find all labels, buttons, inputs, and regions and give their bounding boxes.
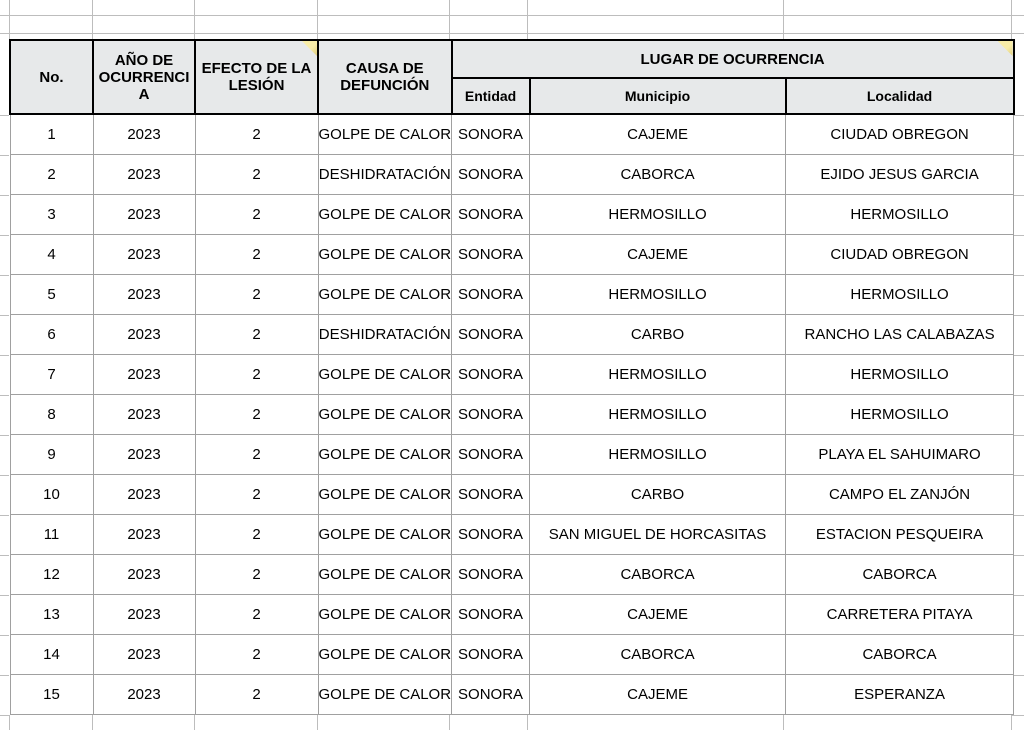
table-row: [10, 595, 1014, 635]
cell-year[interactable]: 2023: [93, 395, 195, 435]
cell-effect-lesion[interactable]: 2: [195, 675, 318, 715]
cell-no[interactable]: 2: [10, 155, 93, 195]
cell-localidad[interactable]: HERMOSILLO: [786, 195, 1014, 235]
gridline: [1011, 0, 1012, 39]
table-row: [10, 555, 1014, 595]
header-place-group-label: LUGAR DE OCURRENCIA: [640, 50, 825, 68]
gridline: [0, 33, 1024, 34]
cell-localidad[interactable]: CARRETERA PITAYA: [786, 595, 1014, 635]
cell-localidad[interactable]: PLAYA EL SAHUIMARO: [786, 435, 1014, 475]
cell-entidad[interactable]: SONORA: [452, 195, 530, 235]
header-year-line2: OCURRENCI: [98, 68, 190, 86]
gridline: [0, 355, 9, 356]
gridline: [0, 195, 9, 196]
cell-entidad[interactable]: SONORA: [452, 515, 530, 555]
table-row: [10, 195, 1014, 235]
table-body: [10, 114, 1014, 715]
header-entidad[interactable]: Entidad: [452, 78, 530, 114]
gridline: [317, 715, 318, 730]
table-row: [10, 395, 1014, 435]
gridline: [527, 715, 528, 730]
cell-cause[interactable]: GOLPE DE CALOR: [318, 114, 452, 155]
cell-municipio[interactable]: HERMOSILLO: [530, 275, 786, 315]
table-row: [10, 635, 1014, 675]
cell-cause[interactable]: DESHIDRATACIÓN: [318, 315, 452, 355]
gridline: [0, 715, 9, 716]
gridline: [0, 275, 9, 276]
cell-effect-lesion[interactable]: 2: [195, 275, 318, 315]
gridline: [317, 0, 318, 39]
cell-entidad[interactable]: SONORA: [452, 155, 530, 195]
gridline: [0, 475, 9, 476]
cell-municipio[interactable]: HERMOSILLO: [530, 195, 786, 235]
cell-localidad[interactable]: CIUDAD OBREGON: [786, 235, 1014, 275]
cell-entidad[interactable]: SONORA: [452, 675, 530, 715]
header-cause-line1: CAUSA DE: [345, 60, 424, 77]
cell-cause[interactable]: GOLPE DE CALOR: [318, 675, 452, 715]
gridline: [1011, 715, 1024, 716]
cell-effect-lesion[interactable]: 2: [195, 114, 318, 155]
cell-year[interactable]: 2023: [93, 355, 195, 395]
gridline: [0, 115, 9, 116]
gridline: [0, 395, 9, 396]
cell-year[interactable]: 2023: [93, 315, 195, 355]
header-cause[interactable]: [318, 40, 452, 114]
cell-effect-lesion[interactable]: 2: [195, 635, 318, 675]
cell-year[interactable]: 2023: [93, 195, 195, 235]
gridline: [0, 155, 9, 156]
gridline: [92, 0, 93, 39]
cell-no[interactable]: 1: [10, 114, 93, 155]
cell-effect-lesion[interactable]: 2: [195, 595, 318, 635]
cell-no[interactable]: 15: [10, 675, 93, 715]
gridline: [783, 715, 784, 730]
cell-cause[interactable]: GOLPE DE CALOR: [318, 395, 452, 435]
table-row: [10, 114, 1014, 155]
gridline: [0, 15, 1024, 16]
gridline: [449, 0, 450, 39]
cell-entidad[interactable]: SONORA: [452, 355, 530, 395]
deaths-table: [9, 39, 1015, 715]
cell-entidad[interactable]: SONORA: [452, 475, 530, 515]
cell-year[interactable]: 2023: [93, 235, 195, 275]
cell-cause[interactable]: GOLPE DE CALOR: [318, 635, 452, 675]
cell-entidad[interactable]: SONORA: [452, 275, 530, 315]
gridline: [0, 315, 9, 316]
cell-localidad[interactable]: ESPERANZA: [786, 675, 1014, 715]
cell-localidad[interactable]: HERMOSILLO: [786, 355, 1014, 395]
header-localidad[interactable]: Localidad: [786, 78, 1014, 114]
cell-effect-lesion[interactable]: 2: [195, 395, 318, 435]
cell-municipio[interactable]: CABORCA: [530, 635, 786, 675]
table-row: [10, 275, 1014, 315]
header-effect-line2: LESIÓN: [228, 77, 285, 94]
cell-localidad[interactable]: RANCHO LAS CALABAZAS: [786, 315, 1014, 355]
cell-effect-lesion[interactable]: 2: [195, 515, 318, 555]
gridline: [92, 715, 93, 730]
cell-no[interactable]: 9: [10, 435, 93, 475]
cell-localidad[interactable]: HERMOSILLO: [786, 275, 1014, 315]
table-row: [10, 515, 1014, 555]
cell-municipio[interactable]: CARBO: [530, 475, 786, 515]
cell-effect-lesion[interactable]: 2: [195, 435, 318, 475]
cell-municipio[interactable]: CARBO: [530, 315, 786, 355]
cell-year[interactable]: 2023: [93, 555, 195, 595]
cell-localidad[interactable]: CAMPO EL ZANJÓN: [786, 475, 1014, 515]
cell-no[interactable]: 11: [10, 515, 93, 555]
header-municipio[interactable]: Municipio: [530, 78, 786, 114]
table-row: [10, 355, 1014, 395]
cell-effect-lesion[interactable]: 2: [195, 315, 318, 355]
cell-municipio[interactable]: HERMOSILLO: [530, 355, 786, 395]
cell-cause[interactable]: GOLPE DE CALOR: [318, 235, 452, 275]
cell-no[interactable]: 3: [10, 195, 93, 235]
gridline: [194, 715, 195, 730]
cell-no[interactable]: 4: [10, 235, 93, 275]
cell-localidad[interactable]: ESTACION PESQUEIRA: [786, 515, 1014, 555]
gridline: [0, 515, 9, 516]
cell-municipio[interactable]: CAJEME: [530, 595, 786, 635]
cell-municipio[interactable]: CAJEME: [530, 114, 786, 155]
cell-year[interactable]: 2023: [93, 515, 195, 555]
gridline: [9, 715, 10, 730]
cell-no[interactable]: 7: [10, 355, 93, 395]
cell-no[interactable]: 5: [10, 275, 93, 315]
gridline: [783, 0, 784, 39]
cell-year[interactable]: 2023: [93, 595, 195, 635]
cell-no[interactable]: 12: [10, 555, 93, 595]
cell-municipio[interactable]: CABORCA: [530, 155, 786, 195]
gridline: [0, 635, 9, 636]
gridline: [1011, 715, 1012, 730]
cell-localidad[interactable]: HERMOSILLO: [786, 395, 1014, 435]
cell-municipio[interactable]: CAJEME: [530, 675, 786, 715]
cell-year[interactable]: 2023: [93, 675, 195, 715]
cell-entidad[interactable]: SONORA: [452, 555, 530, 595]
gridline: [0, 435, 9, 436]
header-cause-line2: DEFUNCIÓN: [340, 77, 430, 94]
gridline: [0, 555, 9, 556]
cell-entidad[interactable]: SONORA: [452, 235, 530, 275]
cell-year[interactable]: 2023: [93, 155, 195, 195]
table-row: [10, 155, 1014, 195]
cell-cause[interactable]: GOLPE DE CALOR: [318, 555, 452, 595]
cell-entidad[interactable]: SONORA: [452, 595, 530, 635]
gridline: [9, 0, 10, 39]
gridline: [527, 0, 528, 39]
cell-cause[interactable]: GOLPE DE CALOR: [318, 475, 452, 515]
gridline: [0, 675, 9, 676]
cell-entidad[interactable]: SONORA: [452, 315, 530, 355]
cell-cause[interactable]: GOLPE DE CALOR: [318, 275, 452, 315]
cell-localidad[interactable]: CABORCA: [786, 555, 1014, 595]
cell-entidad[interactable]: SONORA: [452, 435, 530, 475]
table-row: [10, 475, 1014, 515]
cell-effect-lesion[interactable]: 2: [195, 155, 318, 195]
cell-year[interactable]: 2023: [93, 275, 195, 315]
gridline: [194, 0, 195, 39]
cell-effect-lesion[interactable]: 2: [195, 555, 318, 595]
cell-cause[interactable]: GOLPE DE CALOR: [318, 515, 452, 555]
cell-cause[interactable]: DESHIDRATACIÓN: [318, 155, 452, 195]
table-header: [10, 40, 1014, 114]
cell-no[interactable]: 10: [10, 475, 93, 515]
table-row: [10, 435, 1014, 475]
cell-entidad[interactable]: SONORA: [452, 114, 530, 155]
table-row: [10, 675, 1014, 715]
cell-municipio[interactable]: CABORCA: [530, 555, 786, 595]
cell-effect-lesion[interactable]: 2: [195, 475, 318, 515]
header-year-line1: AÑO DE: [114, 51, 174, 69]
cell-localidad[interactable]: CABORCA: [786, 635, 1014, 675]
table-row: [10, 235, 1014, 275]
cell-municipio[interactable]: HERMOSILLO: [530, 395, 786, 435]
cell-no[interactable]: 13: [10, 595, 93, 635]
cell-localidad[interactable]: CIUDAD OBREGON: [786, 114, 1014, 155]
header-effect-line1: EFECTO DE LA: [201, 60, 312, 77]
header-year-line3: A: [138, 85, 150, 103]
cell-effect-lesion[interactable]: 2: [195, 355, 318, 395]
cell-effect-lesion[interactable]: 2: [195, 235, 318, 275]
cell-year[interactable]: 2023: [93, 114, 195, 155]
cell-cause[interactable]: GOLPE DE CALOR: [318, 435, 452, 475]
cell-entidad[interactable]: SONORA: [452, 635, 530, 675]
cell-year[interactable]: 2023: [93, 635, 195, 675]
cell-municipio[interactable]: HERMOSILLO: [530, 435, 786, 475]
gridline: [449, 715, 450, 730]
cell-municipio[interactable]: CAJEME: [530, 235, 786, 275]
cell-localidad[interactable]: EJIDO JESUS GARCIA: [786, 155, 1014, 195]
header-no[interactable]: No.: [10, 40, 93, 114]
gridline: [0, 595, 9, 596]
table-row: [10, 315, 1014, 355]
cell-municipio[interactable]: SAN MIGUEL DE HORCASITAS: [530, 515, 786, 555]
header-year[interactable]: [93, 40, 195, 114]
cell-effect-lesion[interactable]: 2: [195, 195, 318, 235]
cell-year[interactable]: 2023: [93, 435, 195, 475]
cell-entidad[interactable]: SONORA: [452, 395, 530, 435]
header-row-group: [10, 40, 1014, 78]
cell-no[interactable]: 14: [10, 635, 93, 675]
cell-cause[interactable]: GOLPE DE CALOR: [318, 595, 452, 635]
cell-year[interactable]: 2023: [93, 475, 195, 515]
header-place-group[interactable]: [452, 40, 1014, 78]
cell-cause[interactable]: GOLPE DE CALOR: [318, 355, 452, 395]
note-triangle-icon[interactable]: [302, 41, 317, 56]
gridline: [0, 235, 9, 236]
cell-no[interactable]: 6: [10, 315, 93, 355]
cell-cause[interactable]: GOLPE DE CALOR: [318, 195, 452, 235]
header-effect-lesion[interactable]: [195, 40, 318, 114]
note-triangle-icon[interactable]: [998, 41, 1013, 56]
cell-no[interactable]: 8: [10, 395, 93, 435]
